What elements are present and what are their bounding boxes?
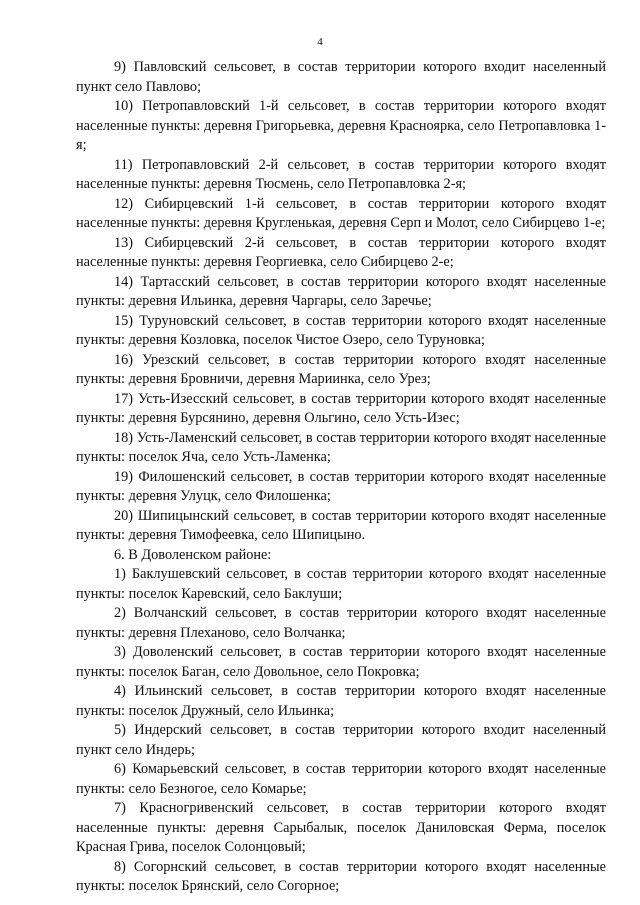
paragraph: 4) Ильинский сельсовет, в состав территории которого входят населенные пункты: поселок Дружный, село Ильинка; xyxy=(76,683,606,719)
paragraph: 11) Петропавловский 2-й сельсовет, в состав территории которого входят населенные пункты: деревня Тюсмень, село Петропавловка 2-я; xyxy=(76,156,606,192)
page-number: 4 xyxy=(317,36,323,48)
paragraph: 7) Красногривенский сельсовет, в состав территории которого входят населенные пункты: деревня Сарыбалык, поселок Даниловская Ферма, поселок Красная Грива, поселок Солонцовый; xyxy=(76,800,606,855)
paragraph: 1) Баклушевский сельсовет, в состав территории которого входят населенные пункты: поселок Каревский, село Баклуши; xyxy=(76,566,606,602)
paragraph: 3) Доволенский сельсовет, в состав территории которого входят населенные пункты: поселок Баган, село Довольное, село Покровка; xyxy=(76,644,606,680)
paragraph: 17) Усть-Изесский сельсовет, в состав территории которого входят населенные пункты: деревня Бурсянино, деревня Ольгино, село Усть-Изес; xyxy=(76,390,606,426)
paragraph: 14) Тартасский сельсовет, в состав территории которого входят населенные пункты: деревня Ильинка, деревня Чаргары, село Заречье; xyxy=(76,273,606,309)
paragraph: 5) Индерский сельсовет, в состав территории которого входит населенный пункт село Индерь; xyxy=(76,722,606,758)
paragraph: 6) Комарьевский сельсовет, в состав территории которого входят населенные пункты: село Безногое, село Комарье; xyxy=(76,761,606,797)
paragraph: 9) Павловский сельсовет, в состав территории которого входит населенный пункт село Павлово; xyxy=(76,59,606,95)
paragraph: 16) Урезский сельсовет, в состав территории которого входят населенные пункты: деревня Бровничи, деревня Мариинка, село Урез; xyxy=(76,351,606,387)
paragraph: 2) Волчанский сельсовет, в состав территории которого входят населенные пункты: деревня Плеханово, село Волчанка; xyxy=(76,605,606,641)
paragraph: 12) Сибирцевский 1-й сельсовет, в состав территории которого входят населенные пункты: деревня Кругленькая, деревня Серп и Молот, село Сибирцево 1-е; xyxy=(76,195,606,231)
paragraph: 20) Шипицынский сельсовет, в состав территории которого входят населенные пункты: деревня Тимофеевка, село Шипицыно. xyxy=(76,507,606,543)
paragraph: 19) Филошенский сельсовет, в состав территории которого входят населенные пункты: деревня Улуцк, село Филошенка; xyxy=(76,468,606,504)
paragraph: 10) Петропавловский 1-й сельсовет, в состав территории которого входят населенные пункты: деревня Григорьевка, деревня Красноярка, село Петропавловка 1-я; xyxy=(76,98,606,153)
paragraph: 18) Усть-Ламенский сельсовет, в состав территории которого входят населенные пункты: поселок Яча, село Усть-Ламенка; xyxy=(76,429,606,465)
paragraph: 13) Сибирцевский 2-й сельсовет, в состав территории которого входят населенные пункты: деревня Георгиевка, село Сибирцево 2-е; xyxy=(76,234,606,270)
paragraph: 8) Согорнский сельсовет, в состав территории которого входят населенные пункты: поселок Брянский, село Согорное; xyxy=(76,858,606,894)
document-body xyxy=(76,58,606,897)
section-heading: 6. В Доволенском районе: xyxy=(114,546,272,563)
paragraph: 15) Туруновский сельсовет, в состав территории которого входят населенные пункты: деревня Козловка, поселок Чистое Озеро, село Туруновка; xyxy=(76,312,606,348)
